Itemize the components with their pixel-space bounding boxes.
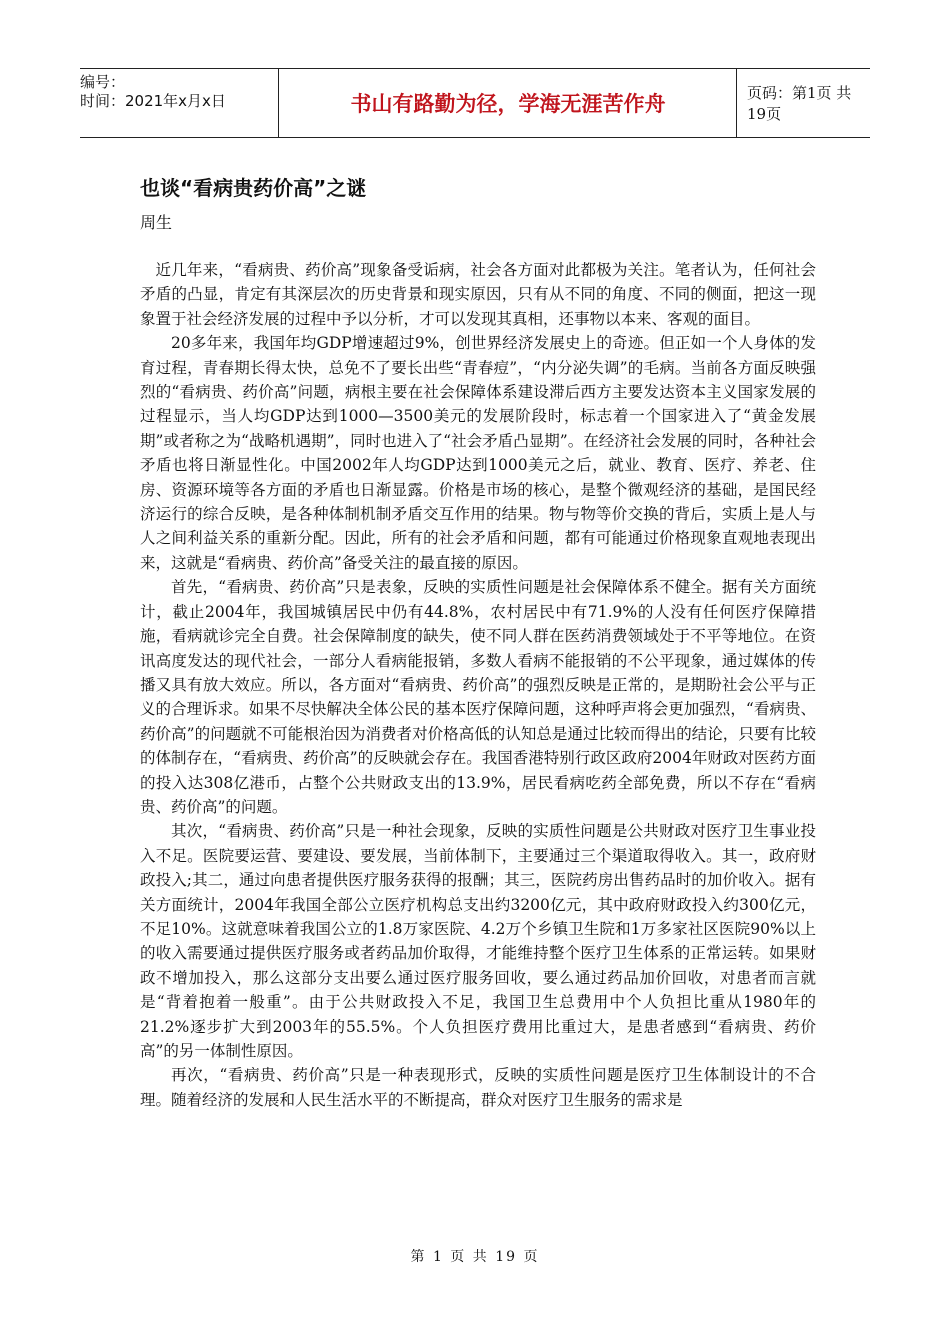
article-body <box>140 258 816 1112</box>
document-title: 也谈“看病贵药价高”之谜 <box>140 176 367 200</box>
page-header <box>80 68 870 138</box>
author: 周生 <box>140 213 173 232</box>
paragraph: 20多年来，我国年均GDP增速超过9%，创世界经济发展史上的奇迹。但正如一个人身体的发育过程，青春期长得太快，总免不了要长出些“青春痘”，“内分泌失调”的毛病。当前各方面反映强烈的“看病贵、药价高”问题，病根主要在社会保障体系建设滞后西方主要发达资本主义国家发展的过程显示，当人均GDP达到1000—3500美元的发展阶段时，标志着一个国家进入了“黄金发展期”或者称之为“战略机遇期”，同时也进入了“社会矛盾凸显期”。在经济社会发展的同时，各种社会矛盾也将日渐显性化。中国2002年人均GDP达到1000美元之后，就业、教育、医疗、养老、住房、资源环境等各方面的矛盾也日渐显露。价格是市场的核心，是整个微观经济的基础，是国民经济运行的综合反映，是各种体制机制矛盾交互作用的结果。物与物等价交换的背后，实质上是人与人之间利益关系的重新分配。因此，所有的社会矛盾和问题，都有可能通过价格现象直观地表现出来，这就是“看病贵、药价高”备受关注的最直接的原因。 <box>140 334 816 572</box>
paragraph: 其次，“看病贵、药价高”只是一种社会现象，反映的实质性问题是公共财政对医疗卫生事业投入不足。医院要运营、要建设、要发展，当前体制下，主要通过三个渠道取得收入。其一，政府财政投入;其二，通过向患者提供医疗服务获得的报酬；其三，医院药房出售药品时的加价收入。据有关方面统计，2004年我国全部公立医疗机构总支出约3200亿元，其中政府财政投入约300亿元，不足10%。这就意味着我国公立的1.8万家医院、4.2万个乡镇卫生院和1万多家社区医院90%以上的收入需要通过提供医疗服务或者药品加价取得，才能维持整个医疗卫生体系的正常运转。如果财政不增加投入，那么这部分支出要么通过医疗服务回收，要么通过药品加价回收，对患者而言就是“背着抱着一般重”。由于公共财政投入不足，我国卫生总费用中个人负担比重从1980年的21.2%逐步扩大到2003年的55.5%。个人负担医疗费用比重过大，是患者感到“看病贵、药价高”的另一体制性原因。 <box>140 822 816 1060</box>
paragraph: 再次，“看病贵、药价高”只是一种表现形式，反映的实质性问题是医疗卫生体制设计的不合理。随着经济的发展和人民生活水平的不断提高，群众对医疗卫生服务的需求是 <box>140 1066 816 1109</box>
header-page-info: 页码：第1页 共19页 <box>747 84 852 123</box>
header-motto: 书山有路勤为径，学海无涯苦作舟 <box>280 69 737 137</box>
paragraph: 首先，“看病贵、药价高”只是表象，反映的实质性问题是社会保障体系不健全。据有关方面统计，截止2004年，我国城镇居民中仍有44.8%，农村居民中有71.9%的人没有任何医疗保障措施，看病就诊完全自费。社会保障制度的缺失，使不同人群在医药消费领域处于不平等地位。在资讯高度发达的现代社会，一部分人看病能报销，多数人看病不能报销的不公平现象，通过媒体的传播又具有放大效应。所以，各方面对“看病贵、药价高”的强烈反映是正常的，是期盼社会公平与正义的合理诉求。如果不尽快解决全体公民的基本医疗保障问题，这种呼声将会更加强烈，“看病贵、药价高”的问题就不可能根治因为消费者对价格高低的认知总是通过比较而得出的结论，只要有比较的体制存在，“看病贵、药价高”的反映就会存在。我国香港特别行政区政府2004年财政对医药方面的投入达308亿港币，占整个公共财政支出的13.9%，居民看病吃药全部免费，所以不存在“看病贵、药价高”的问题。 <box>140 578 816 816</box>
number-label: 编号： <box>80 73 126 91</box>
paragraph: 近几年来，“看病贵、药价高”现象备受诟病，社会各方面对此都极为关注。笔者认为，任何社会矛盾的凸显，肯定有其深层次的历史背景和现实原因，只有从不同的角度、不同的侧面，把这一现象置于社会经济发展的过程中予以分析，才可以发现其真相，还事物以本来、客观的面目。 <box>140 261 816 328</box>
header-meta <box>80 69 279 137</box>
time-label: 时间：2021年x月x日 <box>80 92 226 110</box>
page-footer: 第 1 页 共 19 页 <box>410 1249 540 1265</box>
